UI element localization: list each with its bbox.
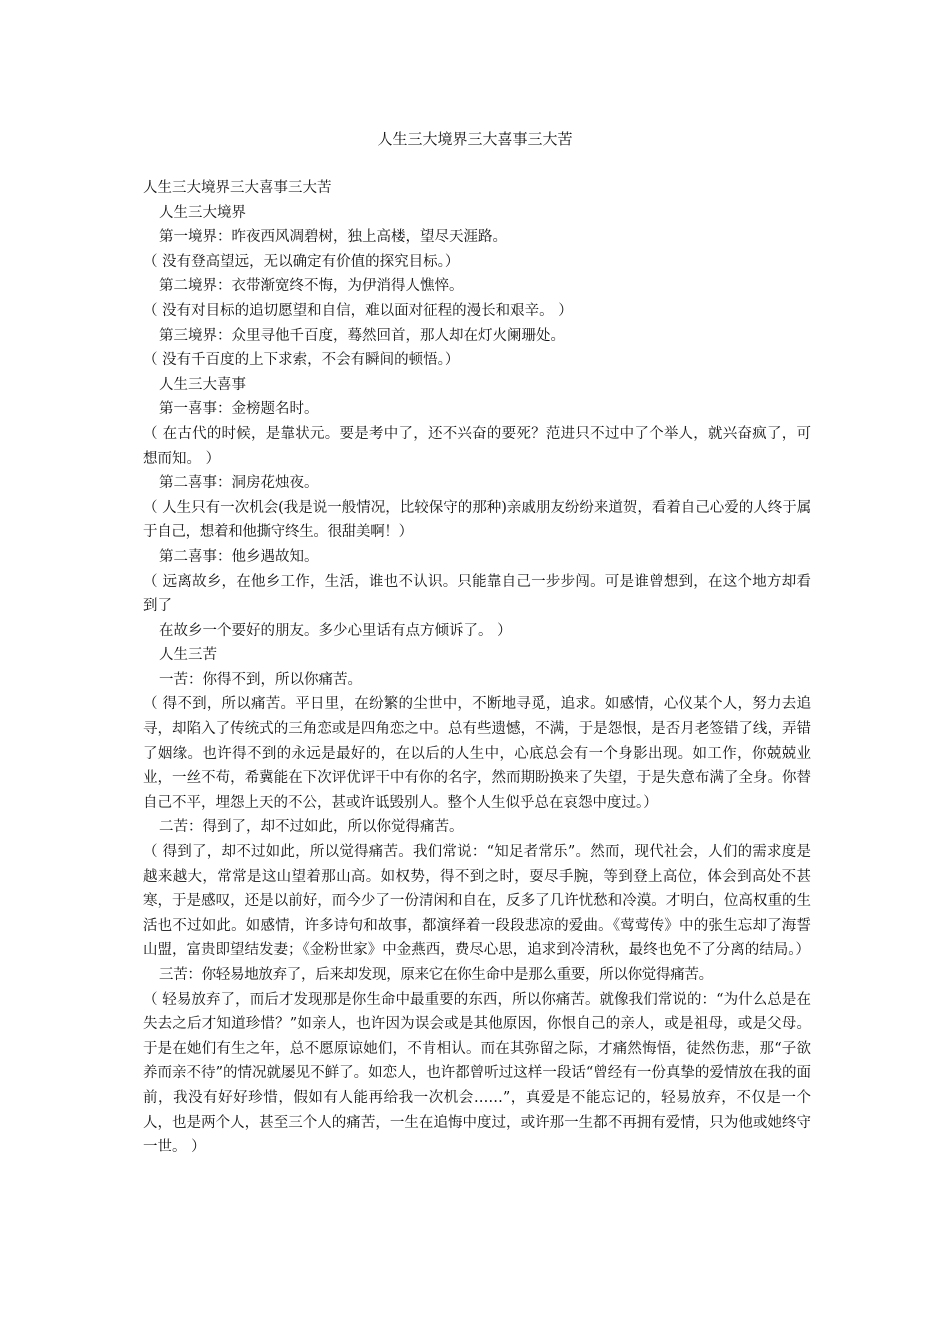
paragraph: （ 得不到，所以痛苦。平日里，在纷繁的尘世中，不断地寻觅，追求。如感情，心仪某个人，努力去追寻，却陷入了传统式的三角恋或是四角恋之中。总有些遗憾，不满，于是怨恨，是否月老签错了线，弄错了姻缘。也许得不到的永远是最好的，在以后的人生中，心底总会有一个身影出现。如工作，你兢兢业业，一丝不苟，希冀能在下次评优评干中有你的名字，然而期盼换来了失望，于是失意布满了全身。你替自己不平，埋怨上天的不公，甚或许诋毁别人。整个人生似乎总在哀怨中度过。） xyxy=(143,696,811,811)
paragraph: （ 得到了，却不过如此，所以觉得痛苦。我们常说：“知足者常乐”。然而，现代社会，人们的需求度是越来越大，常常是这山望着那山高。如权势，得不到之时，耍尽手腕，等到登上高位，体会到高处不甚寒，于是感叹，还是以前好，而今少了一份清闲和自在，反多了几许忧愁和冷漠。才明白，位高权重的生活也不过如此。如感情，许多诗句和故事，都演绎着一段段悲凉的爱曲。《莺莺传》中的张生忘却了海誓山盟，富贵即望结发妻；《金粉世家》中金燕西，费尽心思，追求到冷清秋，最终也免不了分离的结局。） xyxy=(143,844,811,959)
paragraph: （ 没有对目标的追切愿望和自信，难以面对征程的漫长和艰辛。 ） xyxy=(143,302,573,319)
paragraph: 第二喜事：他乡遇故知。 xyxy=(159,548,319,565)
paragraph: （ 远离故乡，在他乡工作，生活，谁也不认识。只能靠自己一步步闯。可是谁曾想到，在这个地方却看到了 xyxy=(143,573,811,615)
paragraph: 三苦：你轻易地放弃了，后来却发现，原来它在你生命中是那么重要，所以你觉得痛苦。 xyxy=(159,967,713,983)
paragraph: 在故乡一个要好的朋友。多少心里话有点方倾诉了。 ） xyxy=(159,622,512,639)
paragraph: （ 轻易放弃了，而后才发现那是你生命中最重要的东西，所以你痛苦。就像我们常说的：“为什么总是在失去之后才知道珍惜？”如亲人，也许因为误会或是其他原因，你恨自己的亲人，或是祖母，或是父母。于是在她们有生之年，总不愿原谅她们，不肯相认。而在其弥留之际，才痛然悔悟，徒然伤悲，那“子欲养而亲不待”的情况就屡见不鲜了。如恋人，也许都曾听过这样一段话“曾经有一份真挚的爱情放在我的面前，我没有好好珍惜，假如有人能再给我一次机会……”，真爱是不能忘记的，轻易放弃，不仅是一个人，也是两个人，甚至三个人的痛苦，一生在追悔中度过，或许那一生都不再拥有爱情，只为他或她终守一世。 ） xyxy=(143,991,811,1156)
paragraph: 一苦：你得不到，所以你痛苦。 xyxy=(159,671,362,688)
paragraph: 二苦：得到了，却不过如此，所以你觉得痛苦。 xyxy=(159,819,464,836)
section-heading-realms: 人生三大境界 xyxy=(159,204,246,221)
paragraph: 第二喜事：洞房花烛夜。 xyxy=(159,475,319,492)
paragraph: 第二境界：衣带渐宽终不悔，为伊消得人憔悴。 xyxy=(159,278,464,295)
document-body xyxy=(143,176,811,1160)
heading-line: 人生三大境界三大喜事三大苦 xyxy=(143,180,332,196)
paragraph: 第一境界：昨夜西风凋碧树，独上高楼，望尽天涯路。 xyxy=(159,229,507,246)
paragraph: 第一喜事：金榜题名时。 xyxy=(159,401,319,418)
paragraph: （ 人生只有一次机会(我是说一般情况，比较保守的那种)亲戚朋友纷纷来道贺，看着自己心爱的人终于属于自己，想着和他撕守终生。很甜美啊！） xyxy=(143,499,811,541)
section-heading-joys: 人生三大喜事 xyxy=(159,376,246,393)
section-heading-sufferings: 人生三苦 xyxy=(159,647,217,664)
paragraph: （ 没有登高望远，无以确定有价值的探究目标。） xyxy=(143,253,460,270)
paragraph: （ 在古代的时候，是靠状元。要是考中了，还不兴奋的要死？范进只不过中了个举人，就兴奋疯了，可想而知。 ） xyxy=(143,425,811,467)
paragraph: 第三境界：众里寻他千百度，蓦然回首，那人却在灯火阑珊处。 xyxy=(159,327,565,344)
document-title: 人生三大境界三大喜事三大苦 xyxy=(377,130,573,148)
paragraph: （ 没有千百度的上下求索，不会有瞬间的顿悟。） xyxy=(143,352,460,369)
